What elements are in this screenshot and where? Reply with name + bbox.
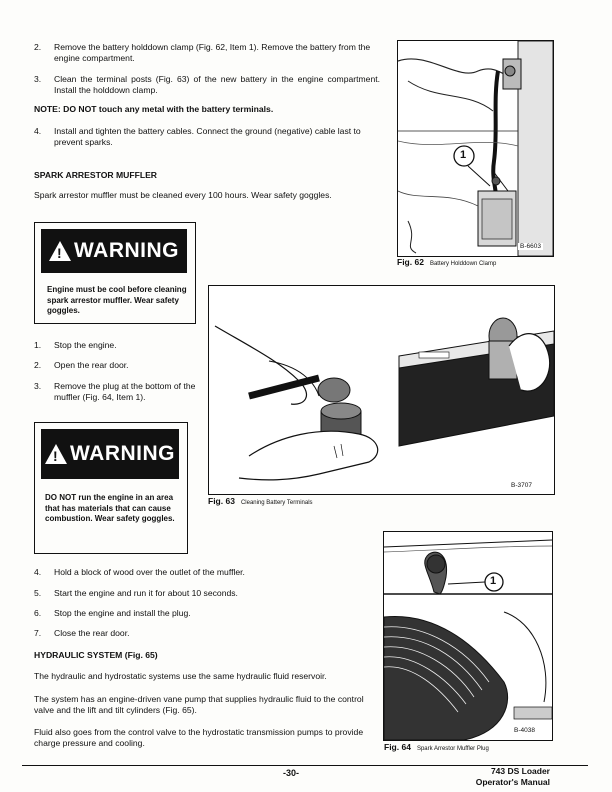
fig-64-title: Spark Arrestor Muffler Plug bbox=[416, 746, 489, 752]
warning-text: DO NOT run the engine in an area that has materials that can cause combustion. Wear safety goggles. bbox=[45, 493, 175, 523]
fig-64-caption bbox=[384, 742, 489, 752]
terminal-cleaning-illustration bbox=[209, 286, 554, 494]
fig-64-callout: 1 bbox=[490, 575, 497, 587]
fig-62-part-number: B-6603 bbox=[520, 243, 541, 250]
warning-box-combustion bbox=[34, 422, 188, 554]
step-text: Start the engine and run it for about 10 seconds. bbox=[54, 588, 238, 598]
step-number: 5. bbox=[34, 588, 42, 598]
step-text: Clean the terminal posts (Fig. 63) of the new battery in the engine compartment. Install the holddown clamp. bbox=[54, 74, 380, 95]
footer-manual: Operator's Manual bbox=[475, 777, 550, 787]
fig-63-part-number: B-3707 bbox=[511, 482, 532, 489]
step-number: 3. bbox=[34, 381, 42, 391]
step-text: Close the rear door. bbox=[54, 628, 130, 638]
fig-63-image bbox=[208, 285, 555, 495]
step-text: Stop the engine. bbox=[54, 340, 117, 350]
step-text: Remove the plug at the bottom of the muffler (Fig. 64, Item 1). bbox=[54, 381, 196, 402]
step-number: 6. bbox=[34, 608, 42, 618]
fig-62-image bbox=[397, 40, 554, 257]
fig-62-title: Battery Holddown Clamp bbox=[429, 261, 497, 267]
warning-banner bbox=[41, 429, 179, 479]
note-text: NOTE: DO NOT touch any metal with the battery terminals. bbox=[34, 104, 274, 114]
step-number: 7. bbox=[34, 628, 42, 638]
step-number: 2. bbox=[34, 42, 42, 52]
step-text: Open the rear door. bbox=[54, 360, 129, 370]
fig-64-part-number: B-4038 bbox=[514, 727, 535, 734]
footer-model: 743 DS Loader bbox=[490, 766, 550, 776]
step-number: 4. bbox=[34, 567, 42, 577]
spark-arrestor-heading: SPARK ARRESTOR MUFFLER bbox=[34, 170, 158, 180]
step-number: 2. bbox=[34, 360, 42, 370]
battery-clamp-illustration bbox=[398, 41, 553, 256]
fig-64-image bbox=[383, 531, 553, 741]
warning-label: WARNING bbox=[74, 239, 179, 262]
fig-63-caption bbox=[208, 496, 313, 506]
step-text: Stop the engine and install the plug. bbox=[54, 608, 191, 618]
muffler-plug-illustration bbox=[384, 532, 552, 740]
hydraulic-para-3: Fluid also goes from the control valve to the hydrostatic transmission pumps to provide charge pressure and cooling. bbox=[34, 727, 364, 748]
warning-banner bbox=[41, 229, 187, 273]
hydraulic-heading: HYDRAULIC SYSTEM (Fig. 65) bbox=[34, 650, 158, 660]
step-number: 4. bbox=[34, 126, 42, 136]
step-number: 3. bbox=[34, 74, 42, 84]
warning-box-cool-engine bbox=[34, 222, 196, 324]
hydraulic-para-2: The system has an engine-driven vane pump that supplies hydraulic fluid to the control valve and the lift and tilt cylinders (Fig. 65). bbox=[34, 694, 364, 715]
warning-text: Engine must be cool before cleaning spark arrestor muffler. Wear safety goggles. bbox=[47, 285, 187, 315]
hydraulic-para-1: The hydraulic and hydrostatic systems use the same hydraulic fluid reservoir. bbox=[34, 671, 327, 681]
fig-62-label: Fig. 62 bbox=[397, 257, 424, 267]
fig-62-caption bbox=[397, 257, 496, 267]
step-text: Install and tighten the battery cables. Connect the ground (negative) cable last to prevent sparks. bbox=[54, 126, 361, 147]
fig-64-label: Fig. 64 bbox=[384, 742, 411, 752]
fig-63-label: Fig. 63 bbox=[208, 496, 235, 506]
page-number: -30- bbox=[283, 768, 300, 778]
step-text: Hold a block of wood over the outlet of the muffler. bbox=[54, 567, 245, 577]
step-number: 1. bbox=[34, 340, 42, 350]
warning-triangle-icon: ! bbox=[45, 444, 67, 464]
step-text: Remove the battery holddown clamp (Fig. 62, Item 1). Remove the battery from the engine compartment. bbox=[54, 42, 371, 63]
spark-arrestor-intro: Spark arrestor muffler must be cleaned every 100 hours. Wear safety goggles. bbox=[34, 190, 332, 200]
warning-triangle-icon: ! bbox=[49, 241, 71, 261]
warning-label: WARNING bbox=[70, 442, 175, 465]
fig-62-callout: 1 bbox=[460, 149, 467, 161]
fig-63-title: Cleaning Battery Terminals bbox=[240, 500, 313, 506]
